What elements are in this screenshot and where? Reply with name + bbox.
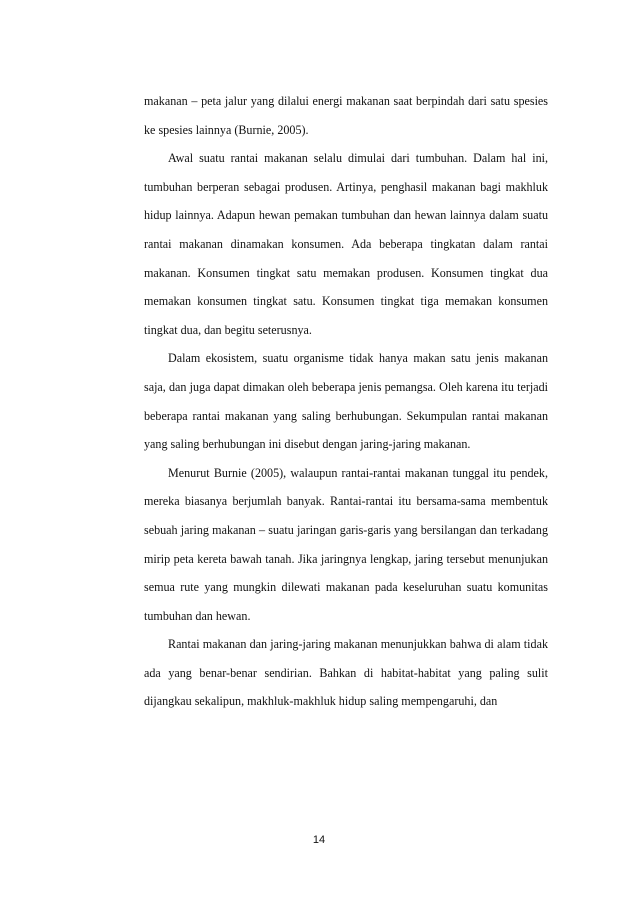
paragraph-ecosystem: Dalam ekosistem, suatu organisme tidak hanya makan satu jenis makanan saja, dan juga dapat dimakan oleh beberapa jenis pemangsa. Oleh karena itu terjadi beberapa rantai makanan yang saling berhubungan. Sekumpulan rantai makanan yang saling berhubungan ini disebut dengan jaring-jaring makanan. [144,351,548,452]
body-text [144,87,548,716]
paragraph-continuation: makanan – peta jalur yang dilalui energi makanan saat berpindah dari satu spesies ke spesies lainnya (Burnie, 2005). [144,94,548,137]
paragraph-food-chain-start: Awal suatu rantai makanan selalu dimulai dari tumbuhan. Dalam hal ini, tumbuhan berperan sebagai produsen. Artinya, penghasil makanan bagi makhluk hidup lainnya. Adapun hewan pemakan tumbuhan dan hewan lainnya dalam suatu rantai makanan dinamakan konsumen. Ada beberapa tingkatan dalam rantai makanan. Konsumen tingkat satu memakan produsen. Konsumen tingkat dua memakan konsumen tingkat satu. Konsumen tingkat tiga memakan konsumen tingkat dua, dan begitu seterusnya. [144,151,548,337]
paragraph-conclusion: Rantai makanan dan jaring-jaring makanan menunjukkan bahwa di alam tidak ada yang benar-benar sendirian. Bahkan di habitat-habitat yang paling sulit dijangkau sekalipun, makhluk-makhluk hidup saling mempengaruhi, dan [144,637,548,709]
page-number: 14 [312,834,326,846]
paragraph-burnie: Menurut Burnie (2005), walaupun rantai-rantai makanan tunggal itu pendek, mereka biasanya berjumlah banyak. Rantai-rantai itu bersama-sama membentuk sebuah jaring makanan – suatu jaringan garis-garis yang bersilangan dan terkadang mirip peta kereta bawah tanah. Jika jaringnya lengkap, jaring tersebut menunjukan semua rute yang mungkin dilewati makanan pada keseluruhan suatu komunitas tumbuhan dan hewan. [144,465,548,623]
